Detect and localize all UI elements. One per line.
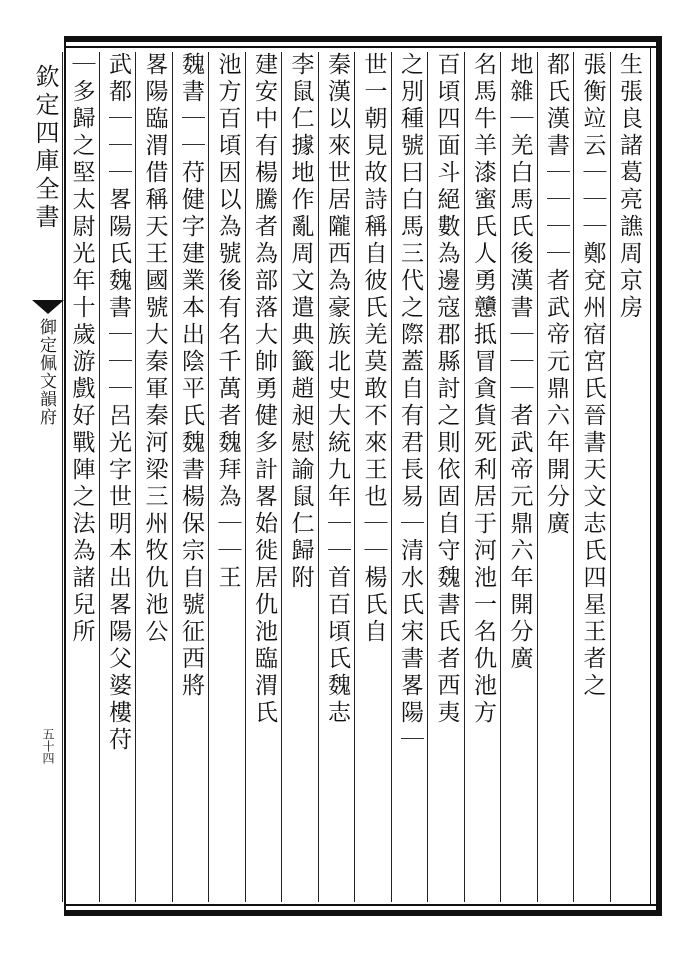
column-text: 秦漢以來世居隴西為豪族北史大統九年｜｜首百頃氏魏志	[324, 52, 350, 727]
text-column	[427, 52, 465, 902]
column-text: 池方百頃因以為號後有名千萬者魏拜為｜｜王	[214, 52, 241, 592]
column-text: 建安中有楊騰者為部落大帥勇健多計畧始徙居仇池臨渭氏	[251, 52, 277, 727]
column-text: 生張良諸葛亮譙周京房	[616, 52, 642, 322]
frame-right-inner	[650, 46, 651, 906]
frame-top-thin	[64, 46, 662, 48]
column-text: 地雜｜羌白馬氏後漢書｜｜｜者武帝元鼎六年開分廣	[506, 52, 533, 673]
text-column	[99, 52, 137, 902]
text-column	[537, 52, 575, 902]
column-text: 李鼠仁據地作亂周文遣典籤趙昶慰諭鼠仁歸附	[287, 52, 314, 592]
column-text: 名馬牛羊漆蜜氏人勇戇抵冒貪貨死利居于河池一名仇池方	[470, 52, 496, 727]
text-column	[281, 52, 319, 902]
text-column	[208, 52, 246, 902]
column-text: 魏書｜｜苻健字建業本出陰平氏魏書楊保宗自號征西將	[178, 52, 204, 700]
frame-right	[656, 36, 662, 916]
text-column	[464, 52, 502, 902]
column-text: 張衡竝云｜｜｜鄭兗州宿宮氏晉書天文志氏四星王者之	[579, 52, 606, 700]
column-text: 之別種號曰白馬三代之際蓋自有君長易｜清水氏宋書畧陽｜	[397, 52, 423, 754]
text-column	[354, 52, 392, 902]
text-column	[318, 52, 356, 902]
page-number: 五十四	[41, 728, 55, 764]
frame-bottom-thick	[64, 910, 662, 916]
text-column	[500, 52, 538, 902]
column-text: 世一朝見故詩稱自彼氏羌莫敢不來王也｜｜楊氏自	[360, 52, 387, 646]
column-text: 畧陽臨渭借稱天王國號大秦軍秦河梁三州牧仇池公	[141, 52, 168, 646]
frame-top-thick	[64, 36, 662, 42]
text-column	[610, 52, 648, 902]
text-column	[245, 52, 283, 902]
column-text: 都氏漢書｜｜｜｜者武帝元鼎六年開分廣	[543, 52, 569, 538]
column-text: ｜多歸之堅太尉光年十歲游戲好戰陣之法為諸兒所	[68, 52, 95, 646]
fishtail-mark	[32, 300, 64, 314]
text-column	[172, 52, 210, 902]
book-title: 欽定四庫全書	[31, 64, 59, 232]
text-column	[391, 52, 429, 902]
frame-bottom-thin	[64, 904, 662, 906]
text-column	[573, 52, 611, 902]
text-column	[135, 52, 173, 902]
column-text: 百頃四面斗絕數為邊寇郡縣討之則依固自守魏書氏者西夷	[433, 52, 460, 727]
column-text: 武都｜｜｜畧陽氏魏書｜｜｜呂光字世明本出畧陽父婆樓苻	[105, 52, 131, 754]
text-column	[62, 52, 100, 902]
book-subtitle: 御定佩文韻府	[36, 318, 56, 426]
